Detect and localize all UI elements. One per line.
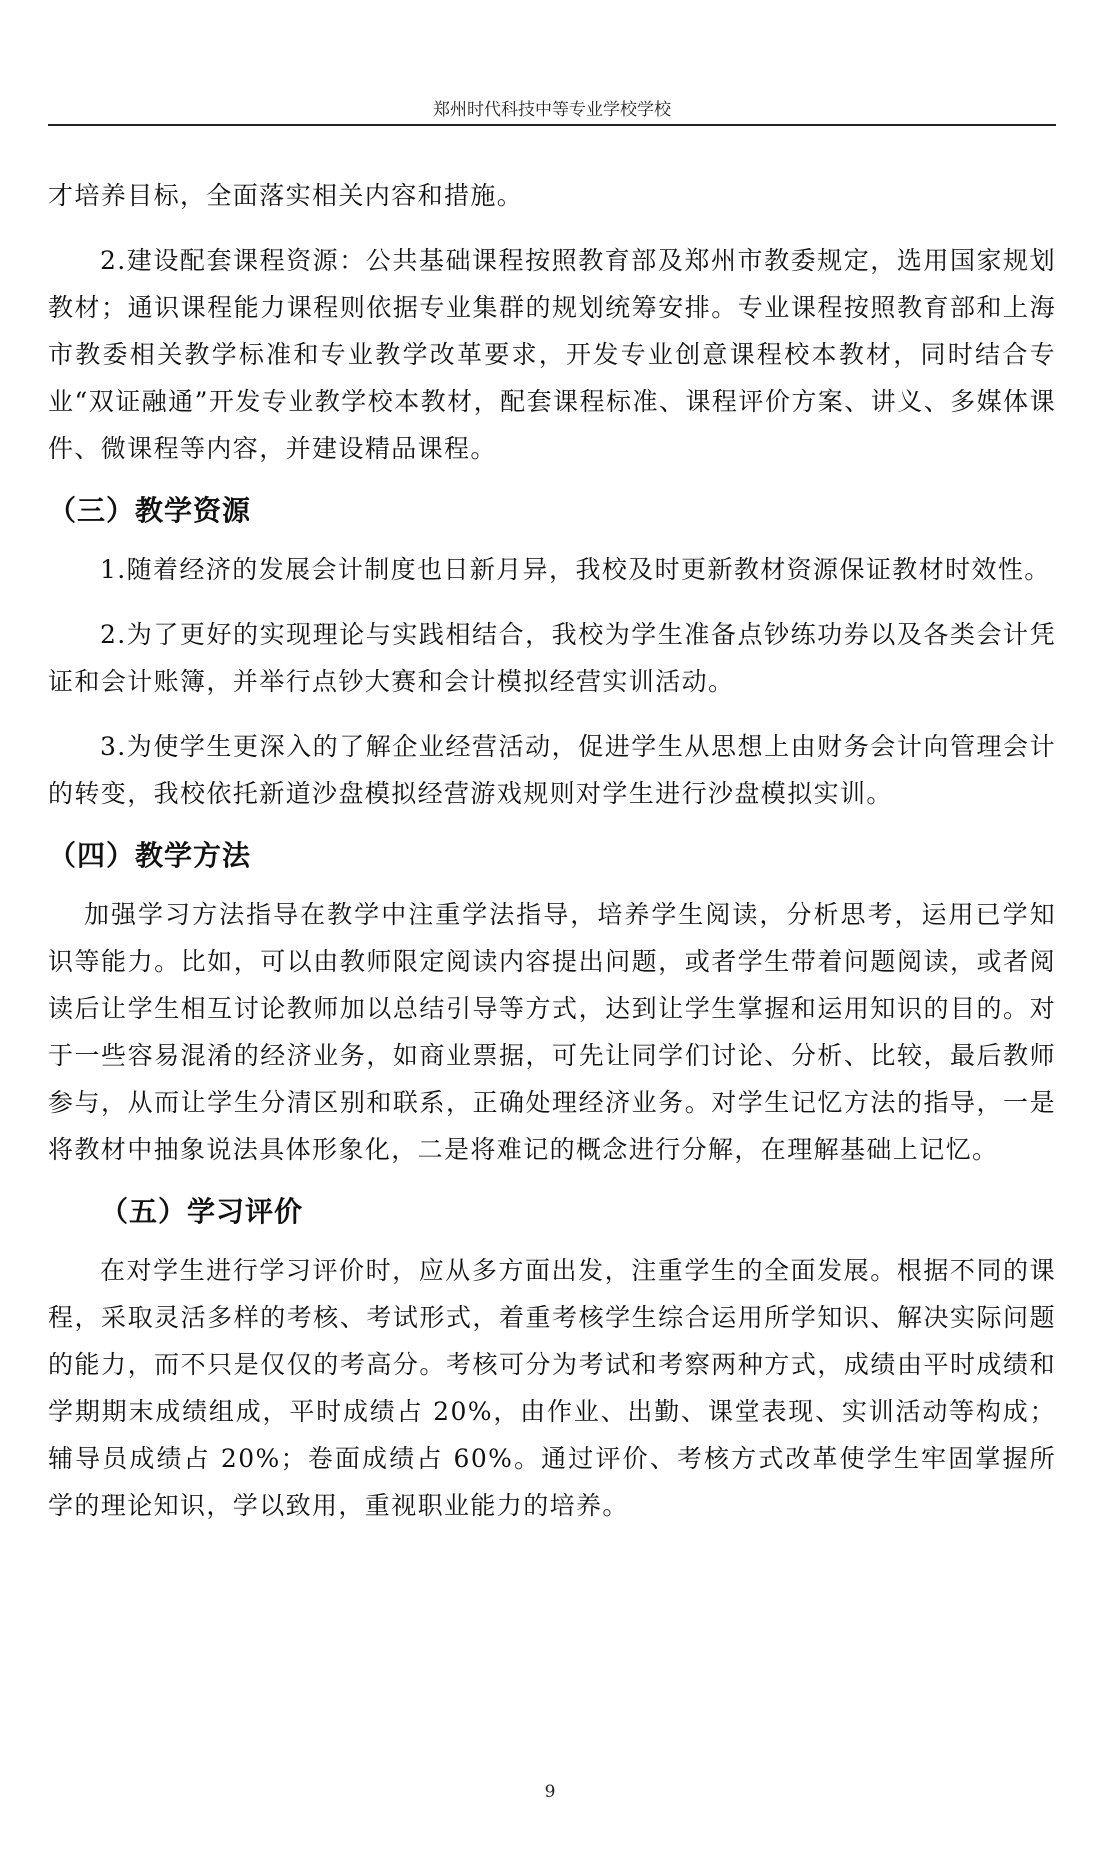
teaching-resources-item-2: 2.为了更好的实现理论与实践相结合，我校为学生准备点钞练功券以及各类会计凭证和会计账簿，并举行点钞大赛和会计模拟经营实训活动。 — [48, 620, 1056, 696]
intro-paragraph-1: 才培养目标，全面落实相关内容和措施。 — [48, 181, 524, 210]
intro-paragraph-2: 2.建设配套课程资源：公共基础课程按照教育部及郑州市教委规定，选用国家规划教材；通识课程能力课程则依据专业集群的规划统筹安排。专业课程按照教育部和上海市教委相关教学标准和专业教学改革要求，开发专业创意课程校本教材，同时结合专业“双证融通”开发专业教学校本教材，配套课程标准、课程评价方案、讲义、多媒体课件、微课程等内容，并建设精品课程。 — [48, 246, 1056, 463]
page-number: 9 — [544, 1782, 556, 1802]
teaching-resources-item-3: 3.为使学生更深入的了解企业经营活动，促进学生从思想上由财务会计向管理会计的转变，我校依托新道沙盘模拟经营游戏规则对学生进行沙盘模拟实训。 — [48, 732, 1056, 808]
page-header: 郑州时代科技中等专业学校学校 — [433, 100, 671, 120]
header-divider — [48, 124, 1056, 126]
learning-evaluation-paragraph: 在对学生进行学习评价时，应从多方面出发，注重学生的全面发展。根据不同的课程，采取灵活多样的考核、考试形式，着重考核学生综合运用所学知识、解决实际问题的能力，而不只是仅仅的考高分。考核可分为考试和考察两种方式，成绩由平时成绩和学期期末成绩组成，平时成绩占 20%，由作业、出勤、课堂表现、实训活动等构成；辅导员成绩占 20%；卷面成绩占 60%。通过评价、考核方式改革使学生牢固掌握所学的理论知识，学以致用，重视职业能力的培养。 — [48, 1256, 1056, 1520]
teaching-methods-paragraph: 加强学习方法指导在教学中注重学法指导，培养学生阅读，分析思考，运用已学知识等能力。比如，可以由教师限定阅读内容提出问题，或者学生带着问题阅读，或者阅读后让学生相互讨论教师加以总结引导等方式，达到让学生掌握和运用知识的目的。对于一些容易混淆的经济业务，如商业票据，可先让同学们讨论、分析、比较，最后教师参与，从而让学生分清区别和联系，正确处理经济业务。对学生记忆方法的指导，一是将教材中抽象说法具体形象化，二是将难记的概念进行分解，在理解基础上记忆。 — [48, 900, 1056, 1164]
section-heading-teaching-resources: （三）教学资源 — [48, 494, 252, 527]
teaching-resources-item-1: 1.随着经济的发展会计制度也日新月异，我校及时更新教材资源保证教材时效性。 — [100, 555, 1051, 584]
section-heading-teaching-methods: （四）教学方法 — [48, 839, 252, 872]
document-body — [48, 172, 1056, 1529]
section-heading-learning-evaluation: （五）学习评价 — [100, 1195, 304, 1228]
